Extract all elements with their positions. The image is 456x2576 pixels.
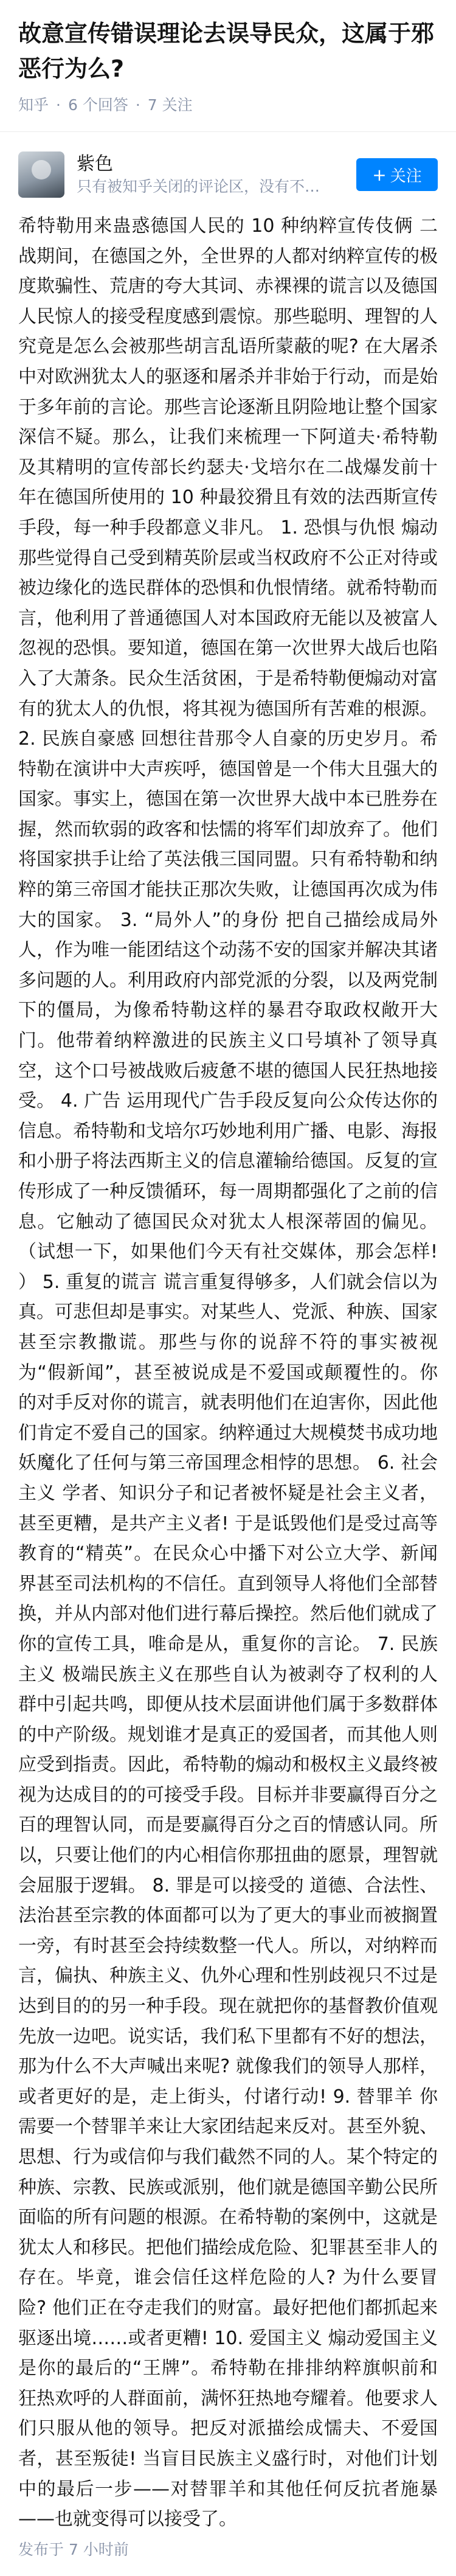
question-title[interactable]: 故意宣传错误理论去误导民众，这属于邪恶行为么?: [18, 20, 435, 82]
meta-separator: ·: [56, 96, 61, 114]
source-label[interactable]: 知乎: [18, 96, 49, 114]
follow-button[interactable]: [356, 158, 438, 191]
publish-time: 发布于 7 小时前: [18, 2541, 129, 2558]
author-name[interactable]: 紫色: [77, 153, 113, 175]
author-info: [77, 152, 345, 197]
question-meta: [18, 95, 438, 116]
plus-icon: +: [372, 164, 387, 185]
author-row: [18, 150, 438, 199]
meta-separator: ·: [135, 96, 140, 114]
answer-body: [18, 211, 438, 2535]
followers-count[interactable]: 7 关注: [147, 96, 193, 114]
avatar[interactable]: [18, 151, 64, 198]
author-headline: 只有被知乎关闭的评论区，没有不…: [77, 178, 320, 195]
answer-text: 希特勒用来蛊惑德国人民的 10 种纳粹宣传伎俩 二战期间，在德国之外，全世界的人都对纳粹宣传的极度欺骗性、荒唐的夸大其词、赤裸裸的谎言以及德国人民惊人的接受程度感到震惊。那些聪明、理智的人究竟是怎么会被那些胡言乱语所蒙蔽的呢? 在大屠杀中对欧洲犹太人的驱逐和屠杀并非始于行动，而是始于多年前的言论。那些言论逐渐且阴险地让整个国家深信不疑。那么，让我们来梳理一下阿道夫·希特勒及其精明的宣传部长约瑟夫·戈培尔在二战爆发前十年在德国所使用的 10 种最狡猾且有效的法西斯宣传手段，每一种手段都意义非凡。 1. 恐惧与仇恨 煽动那些觉得自己受到精英阶层或当权政府不公正对待或被边缘化的选民群体的恐惧和仇恨情绪。就希特勒而言，他利用了普通德国人对本国政府无能以及被富人忽视的恐惧。要知道，德国在第一次世界大战后也陷入了大萧条。民众生活贫困，于是希特勒便煽动对富有的犹太人的仇恨，将其视为德国所有苦难的根源。 2. 民族自豪感 回想往昔那令人自豪的历史岁月。希特勒在演讲中大声疾呼，德国曾是一个伟大且强大的国家。事实上，德国在第一次世界大战中本已胜券在握，然而软弱的政客和怯懦的将军们却放弃了。他们将国家拱手让给了英法俄三国同盟。只有希特勒和纳粹的第三帝国才能扶正那次失败，让德国再次成为伟大的国家。 3. “局外人”的身份 把自己描绘成局外人，作为唯一能团结这个动荡不安的国家并解决其诸多问题的人。利用政府内部党派的分裂，以及两党制下的僵局，为像希特勒这样的暴君夺取政权敞开大门。他带着纳粹激进的民族主义口号填补了领导真空，这个口号被战败后疲惫不堪的德国人民狂热地接受。 4. 广告 运用现代广告手段反复向公众传达你的信息。希特勒和戈培尔巧妙地利用广播、电影、海报和小册子将法西斯主义的信息灌输给德国。反复的宣传形成了一种反馈循环，每一周期都强化了之前的信息。它触动了德国民众对犹太人根深蒂固的偏见。（试想一下，如果他们今天有社交媒体，那会怎样! ） 5. 重复的谎言 谎言重复得够多，人们就会信以为真。可悲但却是事实。对某些人、党派、种族、国家甚至宗教撒谎。那些与你的说辞不符的事实被视为“假新闻”，甚至被说成是不爱国或颠覆性的。你的对手反对你的谎言，就表明他们在迫害你，因此他们肯定不爱自己的国家。纳粹通过大规模焚书成功地妖魔化了任何与第三帝国理念相悖的思想。 6. 社会主义 学者、知识分子和记者被怀疑是社会主义者，甚至更糟，是共产主义者! 于是诋毁他们是受过高等教育的“精英”。在民众心中播下对公立大学、新闻界甚至司法机构的不信任。直到领导人将他们全部替换，并从内部对他们进行幕后操控。然后他们就成了你的宣传工具，唯命是从，重复你的言论。 7. 民族主义 极端民族主义在那些自认为被剥夺了权利的人群中引起共鸣，即便从技术层面讲他们属于多数群体的中产阶级。规划谁才是真正的爱国者，而其他人则应受到指责。因此，希特勒的煽动和极权主义最终被视为达成目的的可接受手段。目标并非要赢得百分之百的理智认同，而是要赢得百分之百的情感认同。所以，只要让他们的内心相信你那扭曲的愿景，理智就会屈服于逻辑。 8. 罪是可以接受的 道德、合法性、法治甚至宗教的体面都可以为了更大的事业而被搁置一旁，有时甚至会持续数整一代人。所以，对纳粹而言，偏执、种族主义、仇外心理和性别歧视只不过是达到目的的另一种手段。现在就把你的基督教价值观先放一边吧。说实话，我们私下里都有不好的想法，那为什么不大声喊出来呢? 就像我们的领导人那样，或者更好的是，走上街头，付诸行动! 9. 替罪羊 你需要一个替罪羊来让大家团结起来反对。甚至外貌、思想、行为或信仰与我们截然不同的人。某个特定的种族、宗教、民族或派别，他们就是德国辛勤公民所面临的所有问题的根源。在希特勒的案例中，这就是犹太人和移民。把他们描绘成危险、犯罪甚至非人的存在。毕竟，谁会信任这样危险的人? 为什么要冒险? 他们正在夺走我们的财富。最好把他们都抓起来驱逐出境……或者更糟! 10. 爱国主义 煽动爱国主义是你的最后的“王牌”。希特勒在排排纳粹旗帜前和狂热欢呼的人群面前，满怀狂热地夸耀着。他要求人们只服从他的领导。把反对派描绘成懦夫、不爱国者，甚至叛徒! 当盲目民族主义盛行时，对他们计划中的最后一步——对替罪羊和其他任何反抗者施暴——也就变得可以接受了。: [18, 215, 438, 2530]
follow-label: 关注: [390, 167, 422, 186]
divider: [0, 131, 456, 132]
answers-count[interactable]: 6 个回答: [67, 96, 128, 114]
